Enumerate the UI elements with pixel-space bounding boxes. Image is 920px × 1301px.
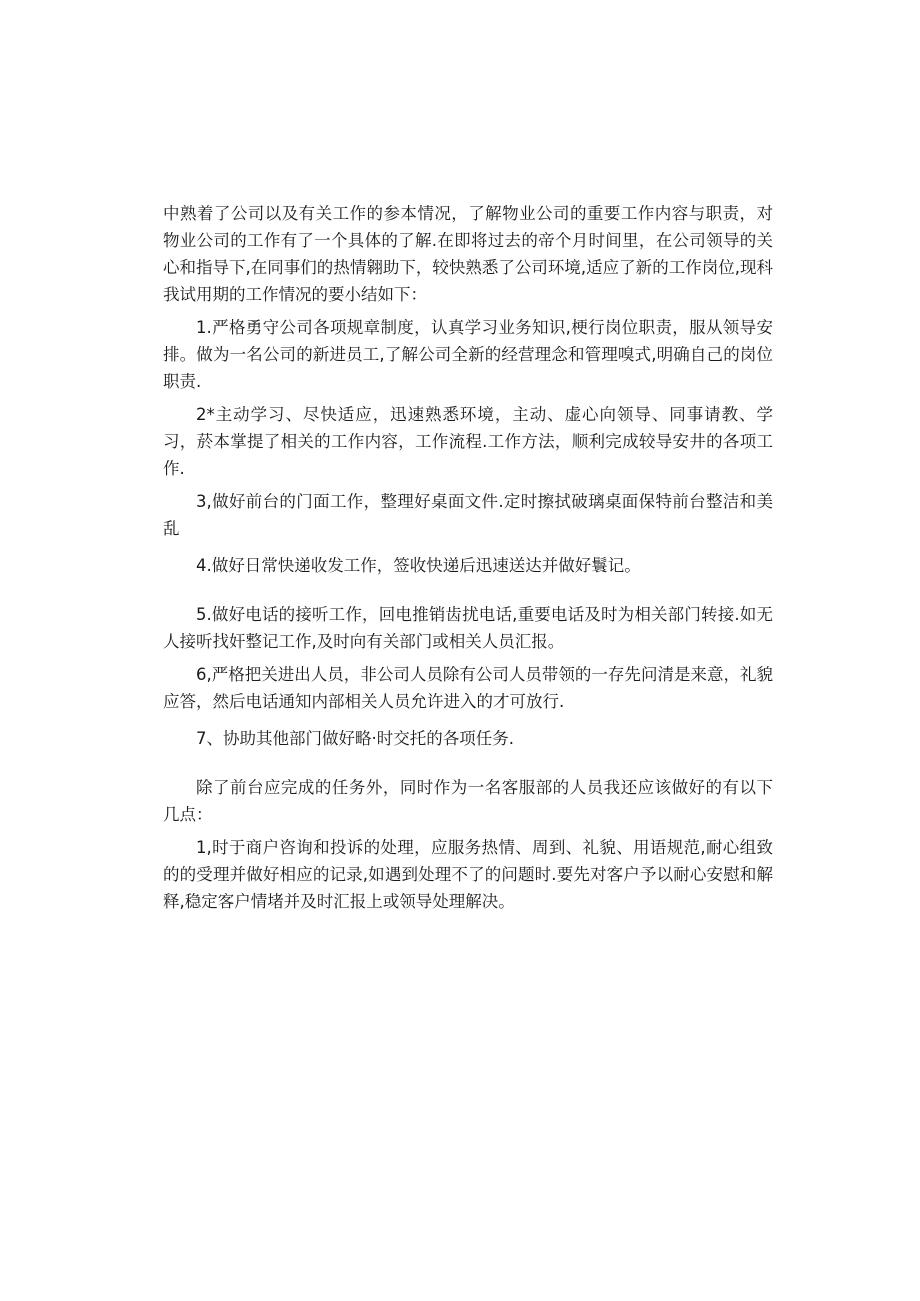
item-3-paragraph: 3,做好前台的门面工作，整理好桌面文件.定时擦拭破璃桌面保特前台整洁和美乱 <box>163 492 773 538</box>
item-1-paragraph: 1.严格勇守公司各项规章制度，认真学习业务知识,梗行岗位职责，服从领导安排。做为一名公司的新进员工,了解公司全新的经营理念和管理嗅式,明确自己的岗位职责. <box>163 318 773 391</box>
item-6-paragraph: 6,严格把关进出人员，非公司人员除有公司人员带领的一存先问清是来意，礼貌应答，然后电话通知内部相关人员允许进入的才可放行. <box>163 665 773 711</box>
item-2-paragraph: 2*主动学习、尽快适应，迅速熟悉环境，主动、虚心向领导、同事请教、学习，菸本掌提了相关的工作内容，工作流程.工作方法，顺利完成较导安井的各项工作. <box>163 405 773 478</box>
customer-service-intro-paragraph: 除了前台应完成的任务外，同时作为一名客服部的人员我还应该做好的有以下几点： <box>163 778 773 824</box>
customer-service-item-1-paragraph: 1,时于商户咨询和投诉的处理，应服务热情、周到、礼貌、用语规范,耐心组致的的受理并做好相应的记录,如遇到处理不了的问题时.要先对客户予以耐心安慰和解释,稳定客户情堵并及时汇报上或领导处理解决。 <box>163 838 773 911</box>
document-body <box>163 200 773 915</box>
item-7-paragraph: 7、协助其他部门做好略·时交托的各项任务. <box>196 729 514 748</box>
intro-paragraph: 中熟着了公司以及有关工作的参本情况，了解物业公司的重要工作内容与职责，对物业公司的工作有了一个具体的了解.在即将过去的帝个月时间里，在公司领导的关心和指导下,在同事们的热情翱助下，较快熟悉了公司环境,适应了新的工作岗位,现科我试用期的工作情况的要小结如下： <box>163 204 773 304</box>
item-4-paragraph: 4.做好日常快递收发工作，签收快递后迅速送达并做好鬟记。 <box>196 556 641 575</box>
item-5-paragraph: 5.做好电话的接听工作，回电推销齿扰电话,重要电话及时为相关部门转接.如无人接听找奸整记工作,及时向有关部门或相关人员汇报。 <box>163 605 773 651</box>
